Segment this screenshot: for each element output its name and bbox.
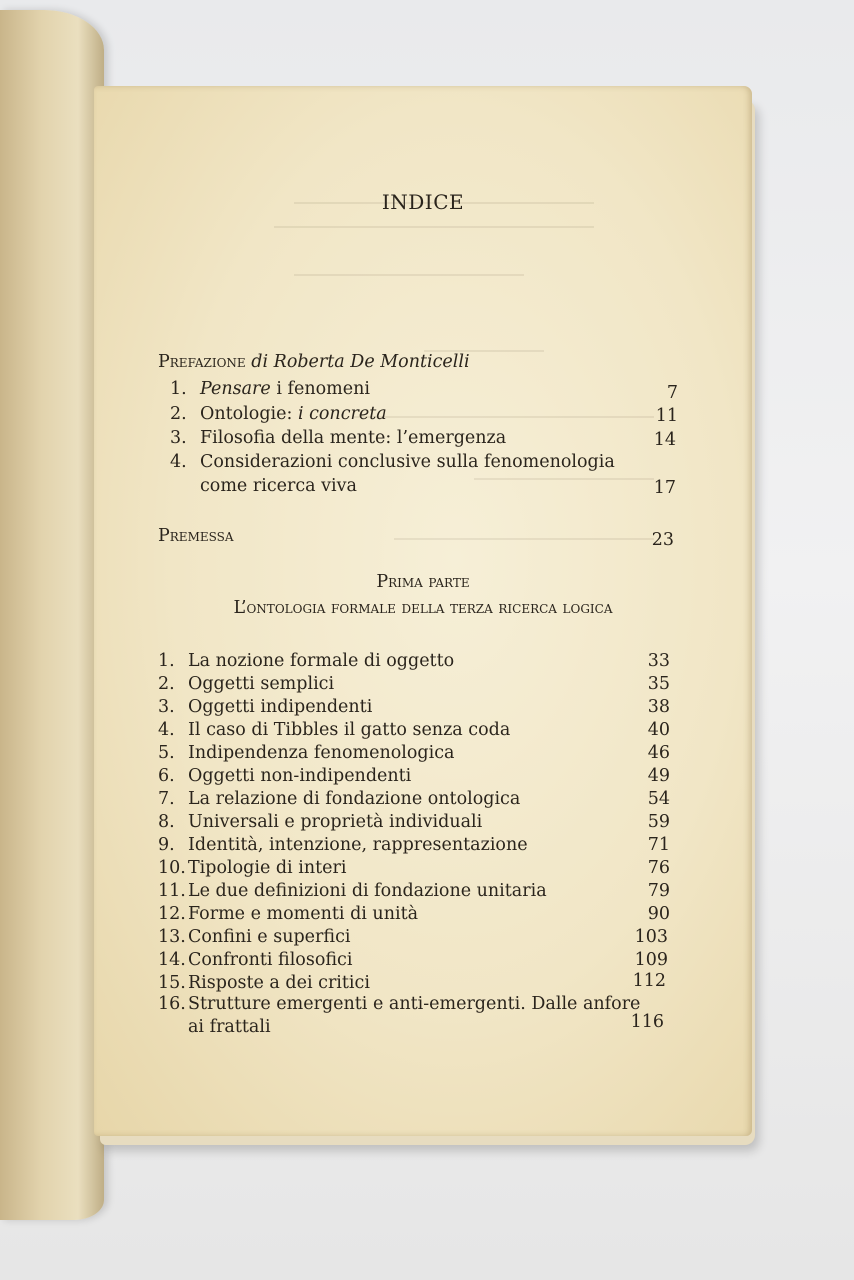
chapter-item-6: 6. Oggetti non-indipendenti [158, 766, 412, 786]
chapter-item-10: 10. Tipologie di interi [158, 858, 347, 878]
chapter-item-9-page: 71 [647, 835, 670, 855]
premessa-label: Premessa [158, 526, 234, 546]
chapter-item-4: 4. Il caso di Tibbles il gatto senza coda [158, 720, 511, 740]
preface-label: Prefazione [158, 352, 246, 372]
preface-item-1-page: 7 [666, 383, 678, 403]
preface-item-1: 1. Pensare i fenomeni [170, 379, 370, 399]
chapter-item-2-page: 35 [647, 674, 670, 694]
chapter-item-14: 14. Confronti filosofici [158, 950, 353, 970]
preface-item-2-page: 11 [655, 406, 678, 426]
chapter-item-1-page: 33 [647, 651, 670, 671]
chapter-item-5-page: 46 [647, 743, 670, 763]
book-page [94, 86, 752, 1136]
chapter-item-2: 2. Oggetti semplici [158, 674, 335, 694]
premessa-page: 23 [651, 530, 674, 550]
chapter-item-11: 11. Le due definizioni di fondazione unitaria [158, 881, 547, 901]
chapter-item-11-page: 79 [647, 881, 670, 901]
chapter-item-3: 3. Oggetti indipendenti [158, 697, 373, 717]
preface-item-2: 2. Ontologie: i concreta [170, 404, 387, 424]
chapter-item-9: 9. Identità, intenzione, rappresentazione [158, 835, 528, 855]
chapter-item-16-page: 116 [630, 1012, 664, 1032]
chapter-item-5: 5. Indipendenza fenomenologica [158, 743, 455, 763]
preface-item-3-page: 14 [653, 430, 676, 450]
chapter-item-13-page: 103 [634, 927, 668, 947]
chapter-item-12: 12. Forme e momenti di unità [158, 904, 419, 924]
preface-item-3: 3. Filosofia della mente: l’emergenza [170, 428, 507, 448]
chapter-item-6-page: 49 [647, 766, 670, 786]
chapter-item-10-page: 76 [647, 858, 670, 878]
chapter-item-7-page: 54 [647, 789, 670, 809]
preface-item-4: 4. Considerazioni conclusive sulla fenomenologia [170, 452, 615, 472]
chapter-item-8-page: 59 [647, 812, 670, 832]
preface-heading [158, 352, 470, 372]
chapter-item-16-cont: ai frattali [188, 1017, 271, 1037]
chapter-item-13: 13. Confini e superfici [158, 927, 351, 947]
part-label: Prima parte [376, 572, 470, 592]
chapter-item-1: 1. La nozione formale di oggetto [158, 651, 455, 671]
preface-item-4-cont: come ricerca viva [200, 476, 357, 496]
index-title: INDICE [381, 190, 465, 214]
chapter-item-7: 7. La relazione di fondazione ontologica [158, 789, 521, 809]
chapter-item-8: 8. Universali e proprietà individuali [158, 812, 483, 832]
chapter-item-15: 15. Risposte a dei critici [158, 973, 370, 993]
part-subtitle: L’ontologia formale della terza ricerca logica [233, 598, 613, 618]
chapter-item-15-page: 112 [632, 971, 666, 991]
left-page [0, 10, 104, 1220]
preface-author: di Roberta De Monticelli [251, 352, 470, 372]
preface-item-4-page: 17 [653, 478, 676, 498]
chapter-item-14-page: 109 [634, 950, 668, 970]
chapter-item-16: 16. Strutture emergenti e anti-emergenti. Dalle anfore [158, 994, 641, 1014]
chapter-item-4-page: 40 [647, 720, 670, 740]
chapter-item-3-page: 38 [647, 697, 670, 717]
chapter-item-12-page: 90 [647, 904, 670, 924]
